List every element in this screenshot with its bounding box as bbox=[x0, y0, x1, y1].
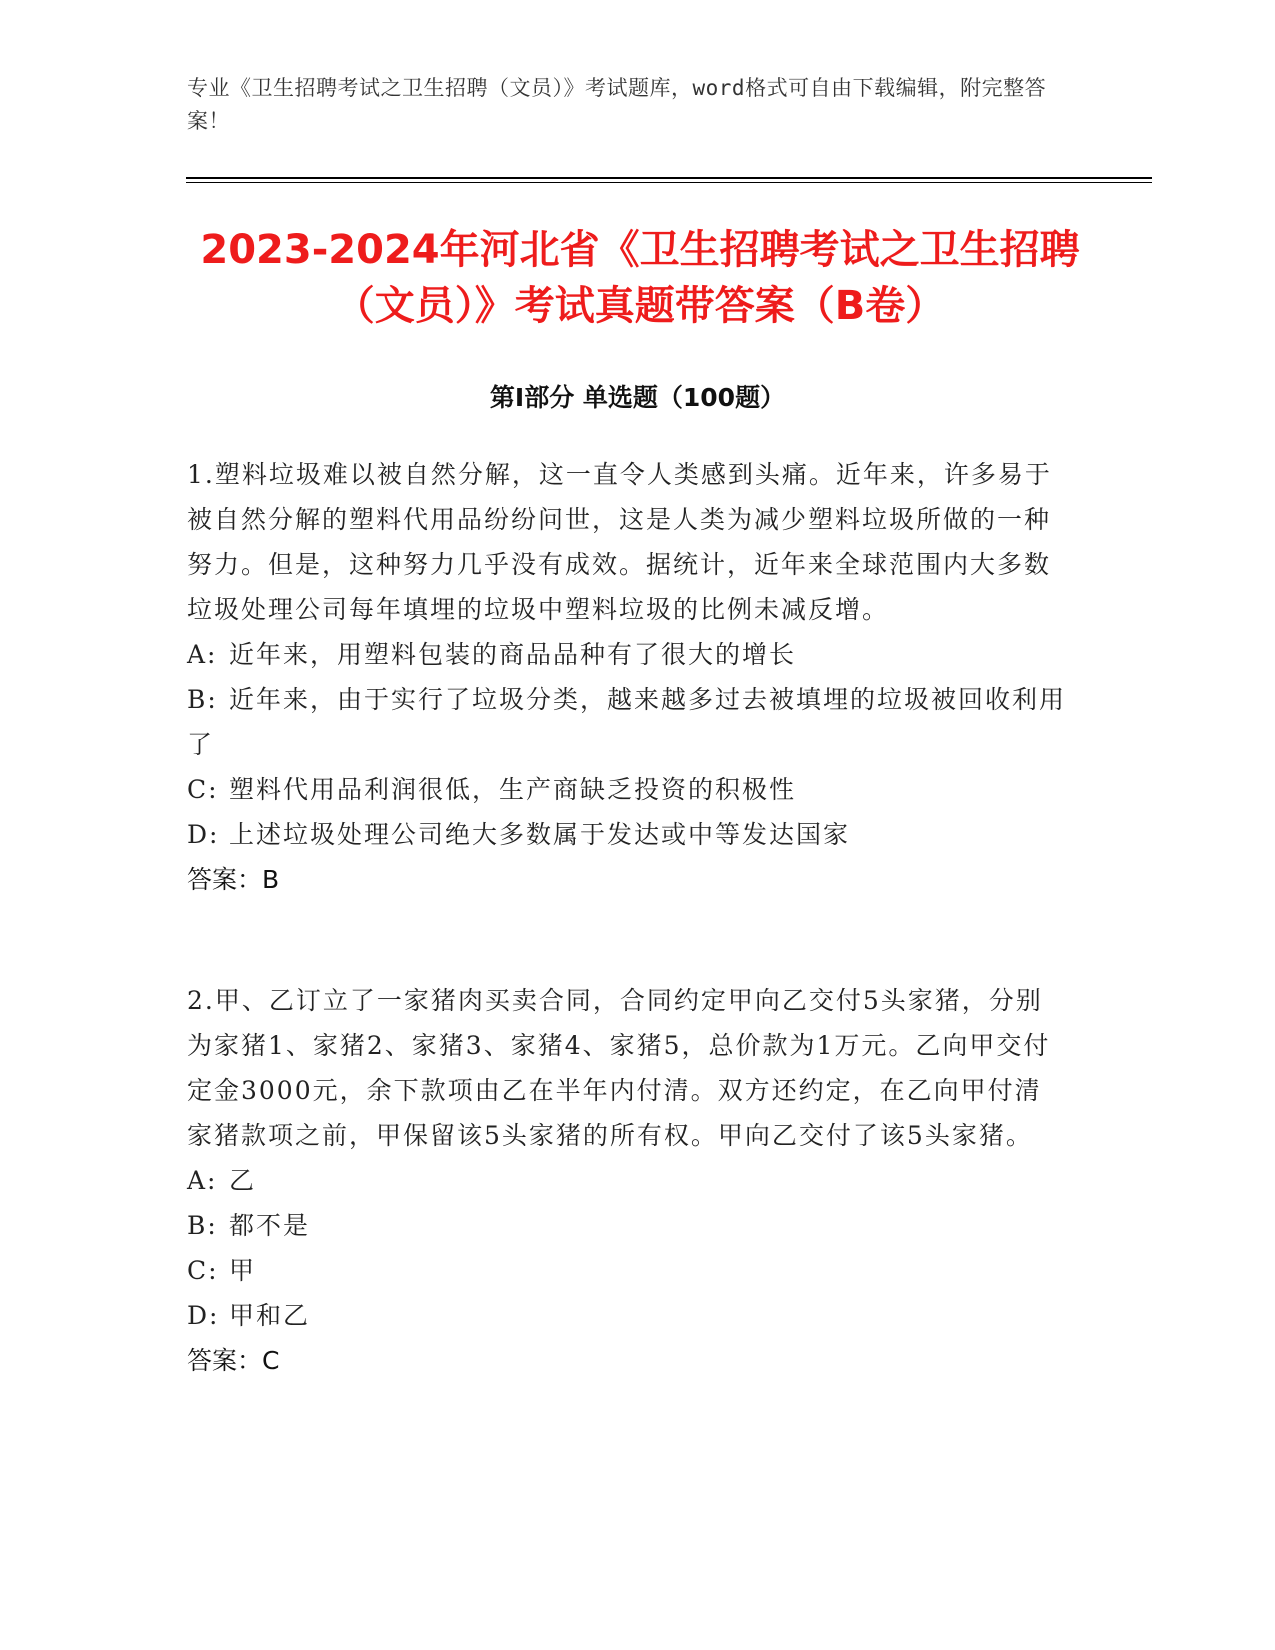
option-d bbox=[187, 812, 1067, 857]
question-1 bbox=[187, 452, 1067, 902]
option-b bbox=[187, 1203, 1067, 1248]
option-c bbox=[187, 767, 1067, 812]
option-letter: A: bbox=[187, 1166, 218, 1195]
option-a bbox=[187, 1158, 1067, 1203]
option-b bbox=[187, 677, 1067, 767]
option-a bbox=[187, 632, 1067, 677]
answer-key: 答案：C bbox=[187, 1346, 280, 1375]
option-letter: D: bbox=[187, 820, 220, 849]
option-text: 近年来，用塑料包装的商品品种有了很大的增长 bbox=[229, 640, 797, 669]
section-title: 第Ⅰ部分 单选题（100题） bbox=[489, 383, 786, 412]
option-letter: A: bbox=[187, 640, 218, 669]
option-text: 乙 bbox=[229, 1166, 257, 1195]
header-divider-thick bbox=[186, 177, 1152, 179]
question-stem: 1.塑料垃圾难以被自然分解，这一直令人类感到头痛。近年来，许多易于被自然分解的塑料代用品纷纷问世，这是人类为减少塑料垃圾所做的一种努力。但是，这种努力几乎没有成效。据统计，近年来全球范围内大多数垃圾处理公司每年填埋的垃圾中塑料垃圾的比例未减反增。 bbox=[187, 460, 1052, 624]
document-title: 2023-2024年河北省《卫生招聘考试之卫生招聘（文员）》考试真题带答案（B卷） bbox=[200, 227, 1080, 329]
question-2 bbox=[187, 978, 1067, 1383]
header-note: 专业《卫生招聘考试之卫生招聘（文员）》考试题库，word格式可自由下载编辑，附完整答案！ bbox=[187, 76, 1047, 133]
option-letter: C: bbox=[187, 775, 219, 804]
option-text: 都不是 bbox=[229, 1211, 311, 1240]
option-text: 甲 bbox=[229, 1256, 257, 1285]
answer-key: 答案：B bbox=[187, 865, 280, 894]
option-c bbox=[187, 1248, 1067, 1293]
option-letter: D: bbox=[187, 1301, 220, 1330]
option-d bbox=[187, 1293, 1067, 1338]
question-stem: 2.甲、乙订立了一家猪肉买卖合同，合同约定甲向乙交付5头家猪，分别为家猪1、家猪2、家猪3、家猪4、家猪5，总价款为1万元。乙向甲交付定金3000元，余下款项由乙在半年内付清。双方还约定，在乙向甲付清家猪款项之前，甲保留该5头家猪的所有权。甲向乙交付了该5头家猪。 bbox=[187, 986, 1051, 1150]
option-text: 甲和乙 bbox=[229, 1301, 311, 1330]
option-text: 近年来，由于实行了垃圾分类，越来越多过去被填埋的垃圾被回收利用了 bbox=[187, 685, 1067, 759]
option-letter: C: bbox=[187, 1256, 219, 1285]
option-letter: B: bbox=[187, 685, 218, 714]
option-text: 塑料代用品利润很低，生产商缺乏投资的积极性 bbox=[229, 775, 797, 804]
option-text: 上述垃圾处理公司绝大多数属于发达或中等发达国家 bbox=[229, 820, 851, 849]
option-letter: B: bbox=[187, 1211, 218, 1240]
header-divider-thin bbox=[186, 182, 1152, 183]
